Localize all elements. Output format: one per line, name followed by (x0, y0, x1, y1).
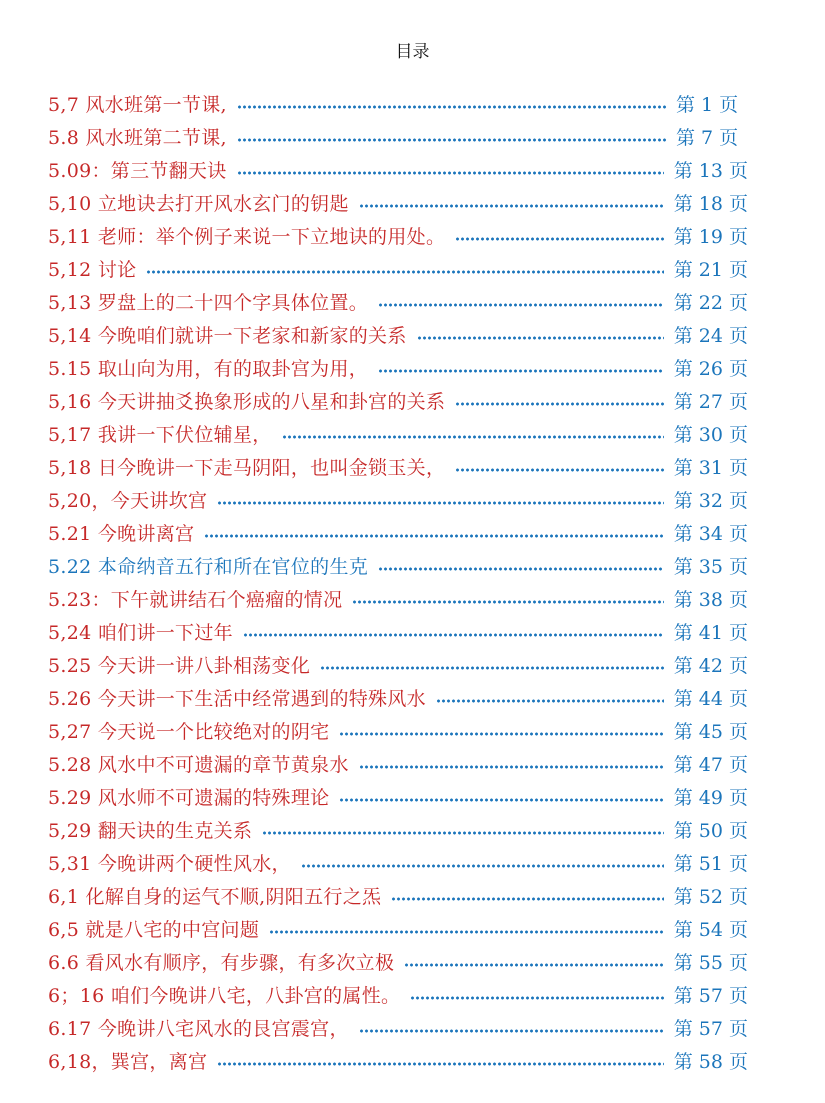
toc-entry[interactable] (48, 516, 748, 549)
toc-entry-title: 5,12 讨论 (48, 259, 137, 281)
toc-page-number: 第 30 页 (673, 424, 748, 446)
dot-leader (359, 1029, 664, 1033)
toc-entry[interactable] (48, 549, 748, 582)
toc-page-number: 第 44 页 (673, 688, 748, 710)
dot-leader (243, 633, 664, 637)
toc-entry[interactable] (48, 285, 748, 318)
toc-page-number: 第 57 页 (673, 1018, 748, 1040)
toc-entry-title: 5,20，今天讲坎宫 (48, 490, 208, 512)
toc-entry-title: 5.26 今天讲一下生活中经常遇到的特殊风水 (48, 688, 426, 710)
dot-leader (217, 1062, 663, 1066)
toc-page-number: 第 58 页 (673, 1051, 748, 1073)
toc-entry-title: 5.09：第三节翻天诀 (48, 160, 227, 182)
toc-entry-title: 6；16 咱们今晚讲八宅，八卦宫的属性。 (48, 985, 401, 1007)
toc-entry-title: 5.25 今天讲一讲八卦相荡变化 (48, 655, 311, 677)
dot-leader (391, 897, 663, 901)
toc-entry-title: 5,18 日今晚讲一下走马阴阳，也叫金锁玉关， (48, 457, 446, 479)
toc-entry-title: 6.17 今晚讲八宅风水的艮宫震宫， (48, 1018, 349, 1040)
toc-entry[interactable] (48, 417, 748, 450)
toc-entry-title: 5.8 风水班第二节课, (48, 127, 227, 149)
toc-entry[interactable] (48, 846, 748, 879)
toc-entry[interactable] (48, 747, 748, 780)
toc-entry-title: 5.23：下午就讲结石个癌瘤的情况 (48, 589, 343, 611)
toc-entry-title: 5,13 罗盘上的二十四个字具体位置。 (48, 292, 369, 314)
dot-leader (410, 996, 663, 1000)
toc-page-number: 第 38 页 (673, 589, 748, 611)
toc-entry[interactable] (48, 945, 748, 978)
dot-leader (339, 798, 663, 802)
dot-leader (339, 732, 663, 736)
toc-entry-title: 6,18，巽宫，离宫 (48, 1051, 208, 1073)
dot-leader (378, 369, 664, 373)
toc-page-number: 第 42 页 (673, 655, 748, 677)
toc-entry[interactable] (48, 714, 748, 747)
dot-leader (404, 963, 663, 967)
toc-page-number: 第 35 页 (673, 556, 748, 578)
toc-entry-title: 5,27 今天说一个比较绝对的阴宅 (48, 721, 330, 743)
toc-entry[interactable] (48, 582, 748, 615)
dot-leader (269, 930, 664, 934)
toc-entry[interactable] (48, 87, 748, 120)
dot-leader (237, 171, 664, 175)
toc-page-number: 第 45 页 (673, 721, 748, 743)
toc-entry[interactable] (48, 483, 748, 516)
toc-page-number: 第 51 页 (673, 853, 748, 875)
toc-entry[interactable] (48, 318, 748, 351)
toc-entry[interactable] (48, 351, 748, 384)
toc-page-number: 第 7 页 (676, 127, 739, 149)
toc-page-number: 第 41 页 (673, 622, 748, 644)
toc-entry[interactable] (48, 1011, 748, 1044)
toc-entry[interactable] (48, 648, 748, 681)
table-of-contents (48, 87, 748, 1077)
toc-entry-title: 5.29 风水师不可遗漏的特殊理论 (48, 787, 330, 809)
toc-page-number: 第 50 页 (673, 820, 748, 842)
toc-entry[interactable] (48, 219, 748, 252)
dot-leader (352, 600, 663, 604)
dot-leader (320, 666, 664, 670)
toc-page-number: 第 47 页 (673, 754, 748, 776)
dot-leader (417, 336, 664, 340)
toc-entry[interactable] (48, 120, 748, 153)
toc-entry-title: 5,11 老师：举个例子来说一下立地诀的用处。 (48, 226, 446, 248)
toc-entry-title: 5.15 取山向为用，有的取卦宫为用， (48, 358, 369, 380)
dot-leader (262, 831, 663, 835)
toc-page-number: 第 24 页 (673, 325, 748, 347)
dot-leader (455, 402, 663, 406)
toc-page-number: 第 52 页 (673, 886, 748, 908)
toc-page-number: 第 55 页 (673, 952, 748, 974)
toc-entry[interactable] (48, 1044, 748, 1077)
toc-entry-title: 6,5 就是八宅的中宫问题 (48, 919, 260, 941)
toc-entry[interactable] (48, 780, 748, 813)
page-title: 目录 (395, 42, 430, 62)
toc-entry-title: 5,10 立地诀去打开风水玄门的钥匙 (48, 193, 349, 215)
toc-page-number: 第 26 页 (673, 358, 748, 380)
dot-leader (378, 567, 664, 571)
toc-page-number: 第 22 页 (673, 292, 748, 314)
dot-leader (455, 468, 663, 472)
toc-entry-title: 5.21 今晚讲离宫 (48, 523, 195, 545)
dot-leader (204, 534, 663, 538)
dot-leader (378, 303, 664, 307)
toc-page-number: 第 27 页 (673, 391, 748, 413)
toc-entry-title: 5,17 我讲一下伏位辅星， (48, 424, 272, 446)
toc-entry[interactable] (48, 681, 748, 714)
toc-page-number: 第 34 页 (673, 523, 748, 545)
toc-entry[interactable] (48, 879, 748, 912)
dot-leader (146, 270, 663, 274)
toc-page-number: 第 21 页 (673, 259, 748, 281)
dot-leader (237, 105, 666, 109)
toc-page-number: 第 54 页 (673, 919, 748, 941)
toc-page-number: 第 18 页 (673, 193, 748, 215)
toc-entry[interactable] (48, 450, 748, 483)
dot-leader (455, 237, 663, 241)
toc-entry-title: 6,1 化解自身的运气不顺,阴阳五行之炁 (48, 886, 382, 908)
toc-entry-title: 5,16 今天讲抽爻换象形成的八星和卦宫的关系 (48, 391, 446, 413)
toc-entry[interactable] (48, 813, 748, 846)
dot-leader (301, 864, 664, 868)
toc-entry[interactable] (48, 153, 748, 186)
dot-leader (359, 765, 664, 769)
dot-leader (436, 699, 664, 703)
dot-leader (282, 435, 664, 439)
toc-entry[interactable] (48, 912, 748, 945)
toc-entry-title: 5,24 咱们讲一下过年 (48, 622, 233, 644)
toc-entry-title: 5.28 风水中不可遗漏的章节黄泉水 (48, 754, 349, 776)
toc-entry-title: 5,7 风水班第一节课, (48, 94, 227, 116)
toc-entry-title: 5.22 本命纳音五行和所在官位的生克 (48, 556, 369, 578)
toc-page-number: 第 57 页 (673, 985, 748, 1007)
toc-entry-title: 5,31 今晚讲两个硬性风水， (48, 853, 291, 875)
toc-entry[interactable] (48, 615, 748, 648)
toc-page-number: 第 31 页 (673, 457, 748, 479)
toc-entry-title: 6.6 看风水有顺序，有步骤，有多次立极 (48, 952, 395, 974)
toc-entry[interactable] (48, 252, 748, 285)
toc-page-number: 第 1 页 (676, 94, 739, 116)
toc-entry[interactable] (48, 384, 748, 417)
toc-page-number: 第 49 页 (673, 787, 748, 809)
toc-page-number: 第 32 页 (673, 490, 748, 512)
toc-entry[interactable] (48, 978, 748, 1011)
toc-page-number: 第 13 页 (673, 160, 748, 182)
toc-entry-title: 5,14 今晚咱们就讲一下老家和新家的关系 (48, 325, 407, 347)
toc-entry[interactable] (48, 186, 748, 219)
toc-entry-title: 5,29 翻天诀的生克关系 (48, 820, 253, 842)
dot-leader (237, 138, 666, 142)
dot-leader (217, 501, 663, 505)
dot-leader (359, 204, 664, 208)
toc-page-number: 第 19 页 (673, 226, 748, 248)
